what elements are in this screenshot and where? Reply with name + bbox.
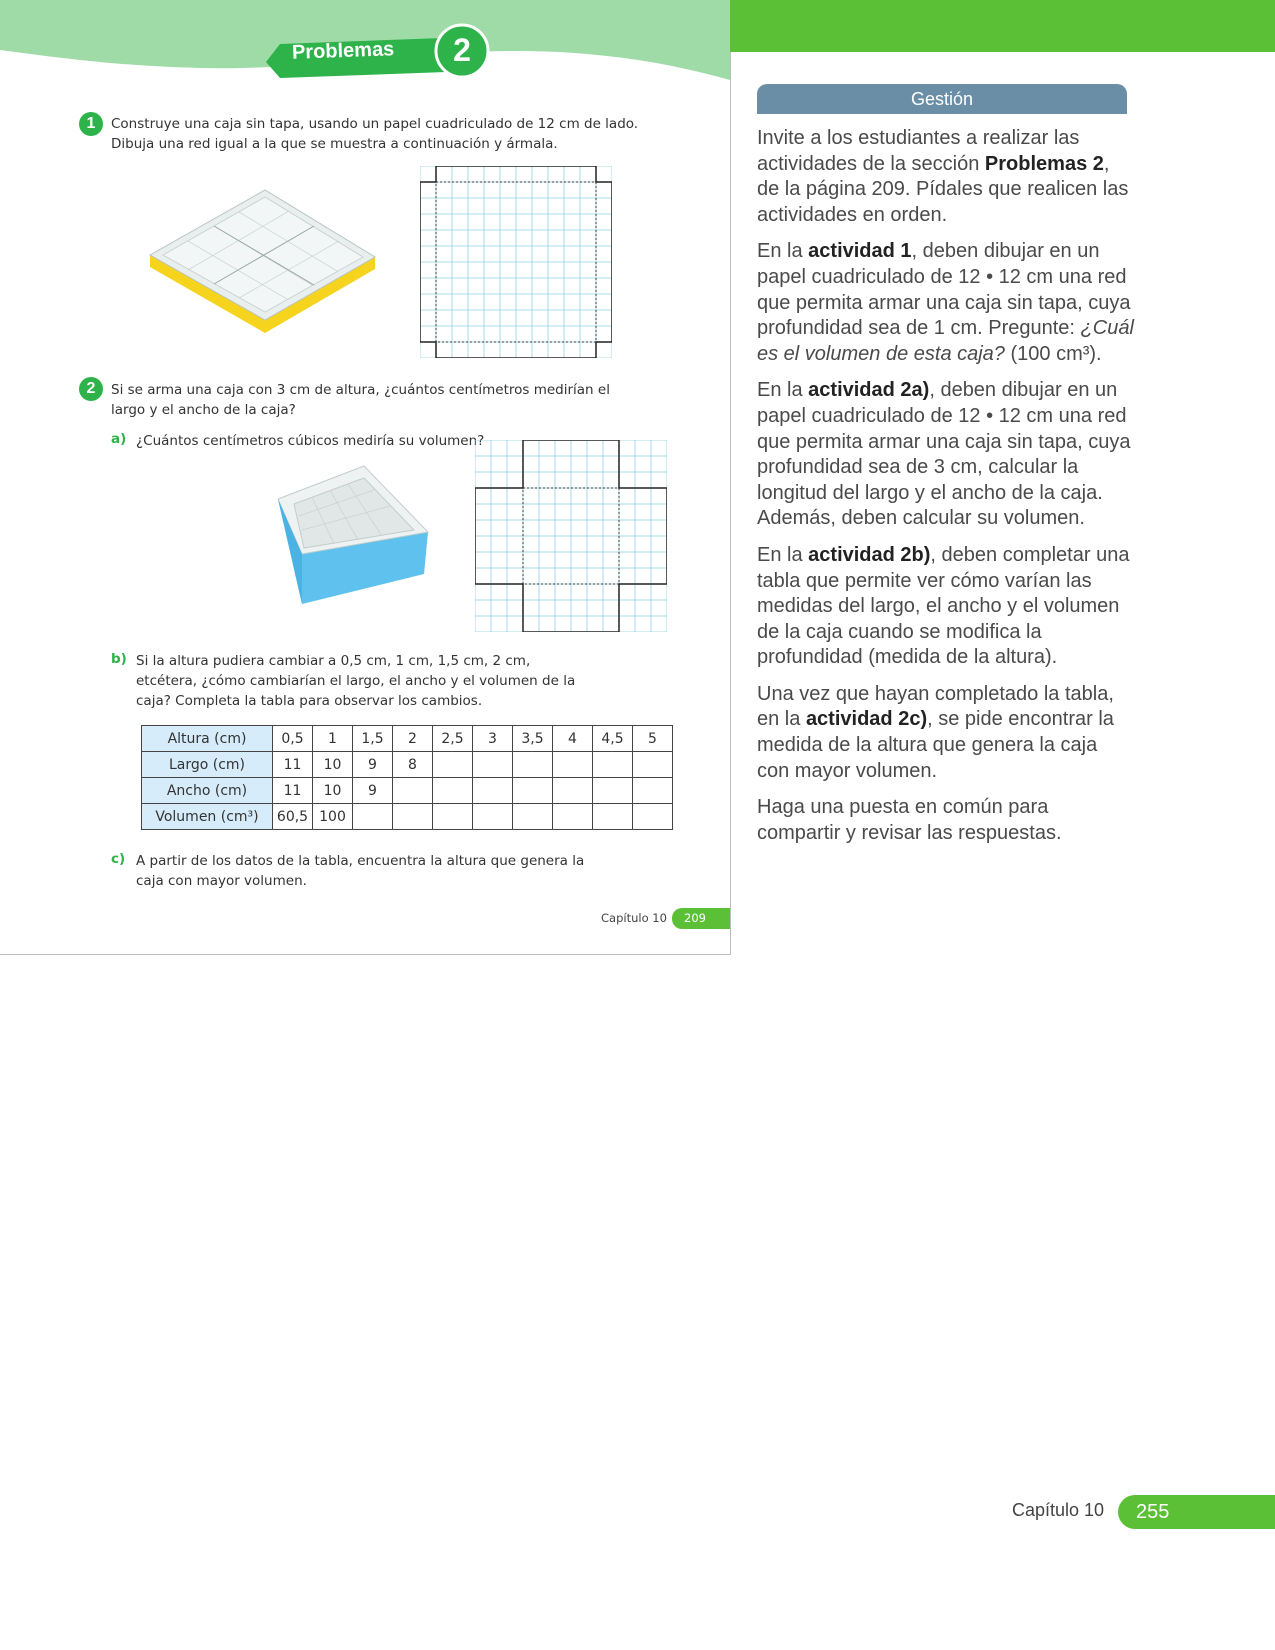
question-2c-letter: c) (111, 851, 126, 867)
table-cell: 60,5 (273, 804, 313, 830)
question-2a-text: ¿Cuántos centímetros cúbicos mediría su volumen? (136, 433, 485, 449)
table-cell (553, 752, 593, 778)
question-1-text: Construye una caja sin tapa, usando un papel cuadriculado de 12 cm de lado. Dibuja una red igual a la que se muestra a continuación y ármala. (111, 116, 639, 152)
table-cell (433, 752, 473, 778)
top-green-bar (730, 0, 1275, 52)
shallow-box-illustration (145, 185, 380, 340)
question-2b-text: Si la altura pudiera cambiar a 0,5 cm, 1 cm, 1,5 cm, 2 cm, etcétera, ¿cómo cambiarían el largo, el ancho y el volumen de la caja? Completa la tabla para observar los cambios. (136, 653, 576, 709)
table-row-label: Ancho (cm) (142, 778, 273, 804)
table-cell (393, 778, 433, 804)
table-cell: 1 (313, 726, 353, 752)
table-row (142, 726, 673, 752)
table-cell: 4,5 (593, 726, 633, 752)
table-row-label: Altura (cm) (142, 726, 273, 752)
table-row (142, 752, 673, 778)
question-2b-letter: b) (111, 651, 127, 667)
table-cell: 10 (313, 752, 353, 778)
question-1-badge: 1 (79, 112, 103, 136)
guide-paragraph-2: En la actividad 1, deben dibujar en un papel cuadriculado de 12 • 12 cm una red que permita armar una caja sin tapa, cuya profundidad sea de 1 cm. Pregunte: ¿Cuál es el volumen de esta caja? (100 cm³). (757, 240, 1134, 365)
section-title: Problemas (291, 38, 395, 64)
table-cell: 3,5 (513, 726, 553, 752)
student-footer-chapter: Capítulo 10 (601, 911, 667, 925)
table-row (142, 778, 673, 804)
table-cell (473, 778, 513, 804)
table-cell (633, 778, 673, 804)
table-row-label: Volumen (cm³) (142, 804, 273, 830)
table-cell (433, 804, 473, 830)
footer-chapter: Capítulo 10 (1012, 1500, 1105, 1520)
student-page (0, 0, 731, 955)
table-cell: 10 (313, 778, 353, 804)
table-cell: 1,5 (353, 726, 393, 752)
table-cell (593, 804, 633, 830)
table-cell (513, 752, 553, 778)
question-2c-text: A partir de los datos de la tabla, encuentra la altura que genera la caja con mayor volumen. (136, 853, 585, 889)
table-cell: 0,5 (273, 726, 313, 752)
guide-paragraph-3: En la actividad 2a), deben dibujar en un papel cuadriculado de 12 • 12 cm una red que permita armar una caja sin tapa, cuya profundidad sea de 3 cm, calcular la longitud del largo y el ancho de la caja. Además, deben calcular su volumen. (757, 379, 1131, 530)
table-cell: 9 (353, 778, 393, 804)
table-cell: 100 (313, 804, 353, 830)
question-2a-letter: a) (111, 431, 127, 447)
deep-box-illustration (274, 464, 434, 610)
table-row (142, 804, 673, 830)
net-grid-3cm (475, 440, 667, 632)
gestion-header: Gestión (757, 84, 1127, 114)
table-cell (633, 752, 673, 778)
table-cell: 4 (553, 726, 593, 752)
net-grid-1cm (420, 166, 612, 358)
guide-paragraph-6: Haga una puesta en común para compartir y revisar las respuestas. (757, 796, 1062, 844)
table-cell (593, 752, 633, 778)
table-cell (393, 804, 433, 830)
guide-paragraph-4: En la actividad 2b), deben completar una tabla que permite ver cómo varían las medidas del largo, el ancho y el volumen de la caja cuando se modifica la profundidad (medida de la altura). (757, 543, 1130, 669)
table-cell: 2,5 (433, 726, 473, 752)
table-cell: 5 (633, 726, 673, 752)
table-cell: 3 (473, 726, 513, 752)
table-cell: 9 (353, 752, 393, 778)
table-cell: 11 (273, 752, 313, 778)
table-cell (513, 804, 553, 830)
footer-page-number: 255 (1118, 1495, 1275, 1529)
question-2-badge: 2 (79, 377, 103, 401)
question-2-text: Si se arma una caja con 3 cm de altura, ¿cuántos centímetros medirían el largo y el ancho de la caja? (111, 382, 610, 418)
table-cell (633, 804, 673, 830)
student-footer-page: 209 (672, 908, 730, 929)
guide-paragraph-1: Invite a los estudiantes a realizar las actividades de la sección Problemas 2, de la página 209. Pídales que realicen las actividades en orden. (757, 127, 1129, 226)
section-number: 2 (453, 32, 471, 68)
table-cell (473, 752, 513, 778)
table-cell: 8 (393, 752, 433, 778)
table-cell: 11 (273, 778, 313, 804)
data-table (141, 725, 673, 830)
table-cell (353, 804, 393, 830)
guide-paragraph-5: Una vez que hayan completado la tabla, en la actividad 2c), se pide encontrar la medida de la altura que genera la caja con mayor volumen. (757, 682, 1114, 782)
guide-text (757, 126, 1135, 857)
table-cell (513, 778, 553, 804)
table-cell (593, 778, 633, 804)
table-cell: 2 (393, 726, 433, 752)
table-cell (433, 778, 473, 804)
table-row-label: Largo (cm) (142, 752, 273, 778)
table-cell (553, 804, 593, 830)
table-cell (473, 804, 513, 830)
table-cell (553, 778, 593, 804)
